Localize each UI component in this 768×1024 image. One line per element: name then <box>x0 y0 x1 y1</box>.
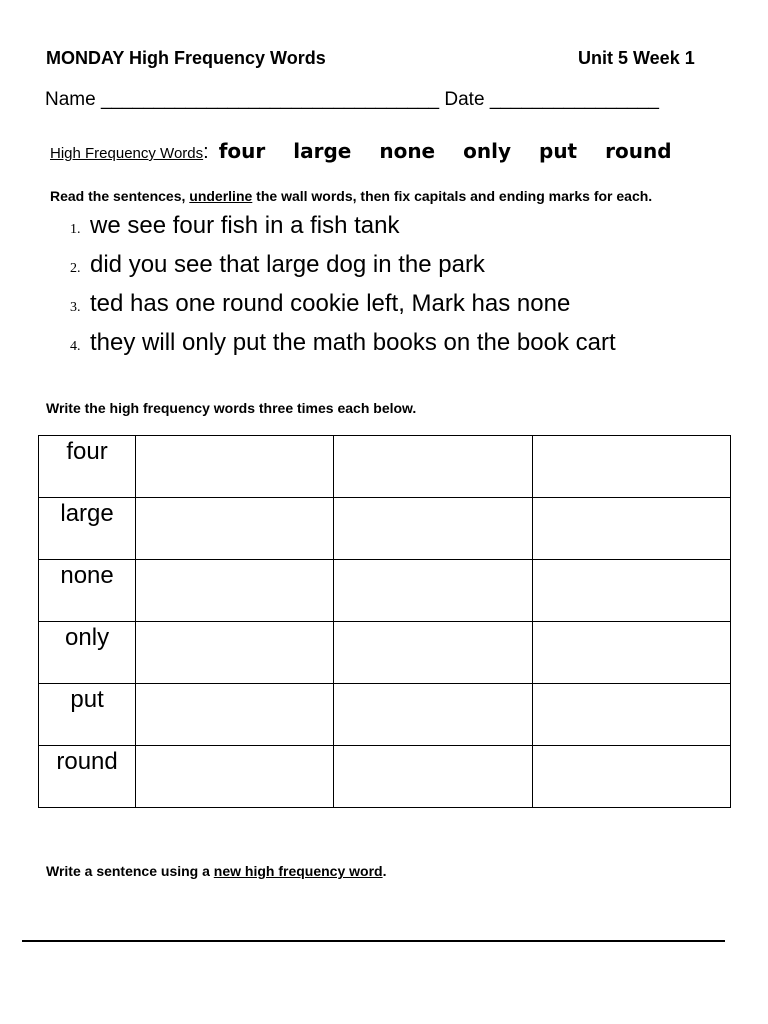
hfw-word: none <box>379 139 436 163</box>
list-item <box>60 251 616 290</box>
writing-cell[interactable] <box>334 684 532 746</box>
writing-cell[interactable] <box>136 684 334 746</box>
writing-cell[interactable] <box>136 746 334 808</box>
sentence-number-text: 4. <box>70 339 81 354</box>
table-row <box>39 746 731 808</box>
hfw-word: only <box>463 139 511 163</box>
writing-line[interactable] <box>22 940 725 942</box>
name-label: Name <box>45 89 96 110</box>
writing-cell[interactable] <box>334 436 532 498</box>
sentence-number <box>60 300 90 316</box>
instructions-text: . <box>382 863 387 879</box>
instructions-underlined: underline <box>189 188 253 204</box>
list-item <box>60 329 616 368</box>
sentence-text: they will only put the math books on the book cart <box>90 329 616 356</box>
writing-cell[interactable] <box>532 436 730 498</box>
practice-table <box>38 435 731 808</box>
sentence-writing-instructions <box>46 863 386 879</box>
sentence-list <box>60 212 616 368</box>
word-cell: only <box>39 622 136 684</box>
word-cell: put <box>39 684 136 746</box>
list-item <box>60 290 616 329</box>
table-row <box>39 622 731 684</box>
writing-cell[interactable] <box>334 498 532 560</box>
writing-cell[interactable] <box>136 436 334 498</box>
writing-cell[interactable] <box>334 560 532 622</box>
writing-cell[interactable] <box>136 622 334 684</box>
table-row <box>39 436 731 498</box>
list-item <box>60 212 616 251</box>
sentence-number <box>60 261 90 277</box>
word-cell: round <box>39 746 136 808</box>
instructions-underlined: new high frequency word <box>213 863 383 879</box>
instructions-text: Read the sentences, <box>50 188 190 204</box>
date-label: Date <box>444 89 485 110</box>
table-row <box>39 560 731 622</box>
name-date-line <box>45 89 659 111</box>
table-row <box>39 684 731 746</box>
sentence-number <box>60 222 90 238</box>
word-cell: none <box>39 560 136 622</box>
sentence-number <box>60 339 90 355</box>
word-cell: four <box>39 436 136 498</box>
sentence-text: ted has one round cookie left, Mark has none <box>90 290 571 317</box>
writing-cell[interactable] <box>334 746 532 808</box>
table-instructions: Write the high frequency words three times each below. <box>46 400 417 416</box>
unit-label: Unit 5 Week 1 <box>578 48 695 68</box>
reading-instructions <box>50 188 652 204</box>
sentence-number-text: 2. <box>70 261 81 276</box>
hfw-word: large <box>293 139 352 163</box>
writing-cell[interactable] <box>532 498 730 560</box>
writing-cell[interactable] <box>334 622 532 684</box>
high-frequency-words-row <box>50 139 700 169</box>
sentence-number-text: 3. <box>70 300 81 315</box>
writing-cell[interactable] <box>532 684 730 746</box>
sentence-text: we see four fish in a fish tank <box>90 212 400 239</box>
date-blank: ________________ <box>489 89 659 110</box>
word-cell: large <box>39 498 136 560</box>
hfw-label: High Frequency Words <box>50 145 204 162</box>
hfw-word: four <box>218 139 266 163</box>
worksheet-title: MONDAY High Frequency Words <box>46 48 326 68</box>
hfw-word: round <box>605 139 672 163</box>
table-row <box>39 498 731 560</box>
hfw-colon: : <box>203 141 209 163</box>
writing-cell[interactable] <box>136 498 334 560</box>
instructions-text: the wall words, then fix capitals and ending marks for each. <box>252 188 653 204</box>
writing-cell[interactable] <box>532 622 730 684</box>
writing-cell[interactable] <box>136 560 334 622</box>
instructions-text: Write a sentence using a <box>46 863 214 879</box>
writing-cell[interactable] <box>532 746 730 808</box>
writing-cell[interactable] <box>532 560 730 622</box>
sentence-number-text: 1. <box>70 222 81 237</box>
name-blank: ________________________________ <box>100 89 440 110</box>
hfw-word: put <box>539 139 578 163</box>
sentence-text: did you see that large dog in the park <box>90 251 485 278</box>
